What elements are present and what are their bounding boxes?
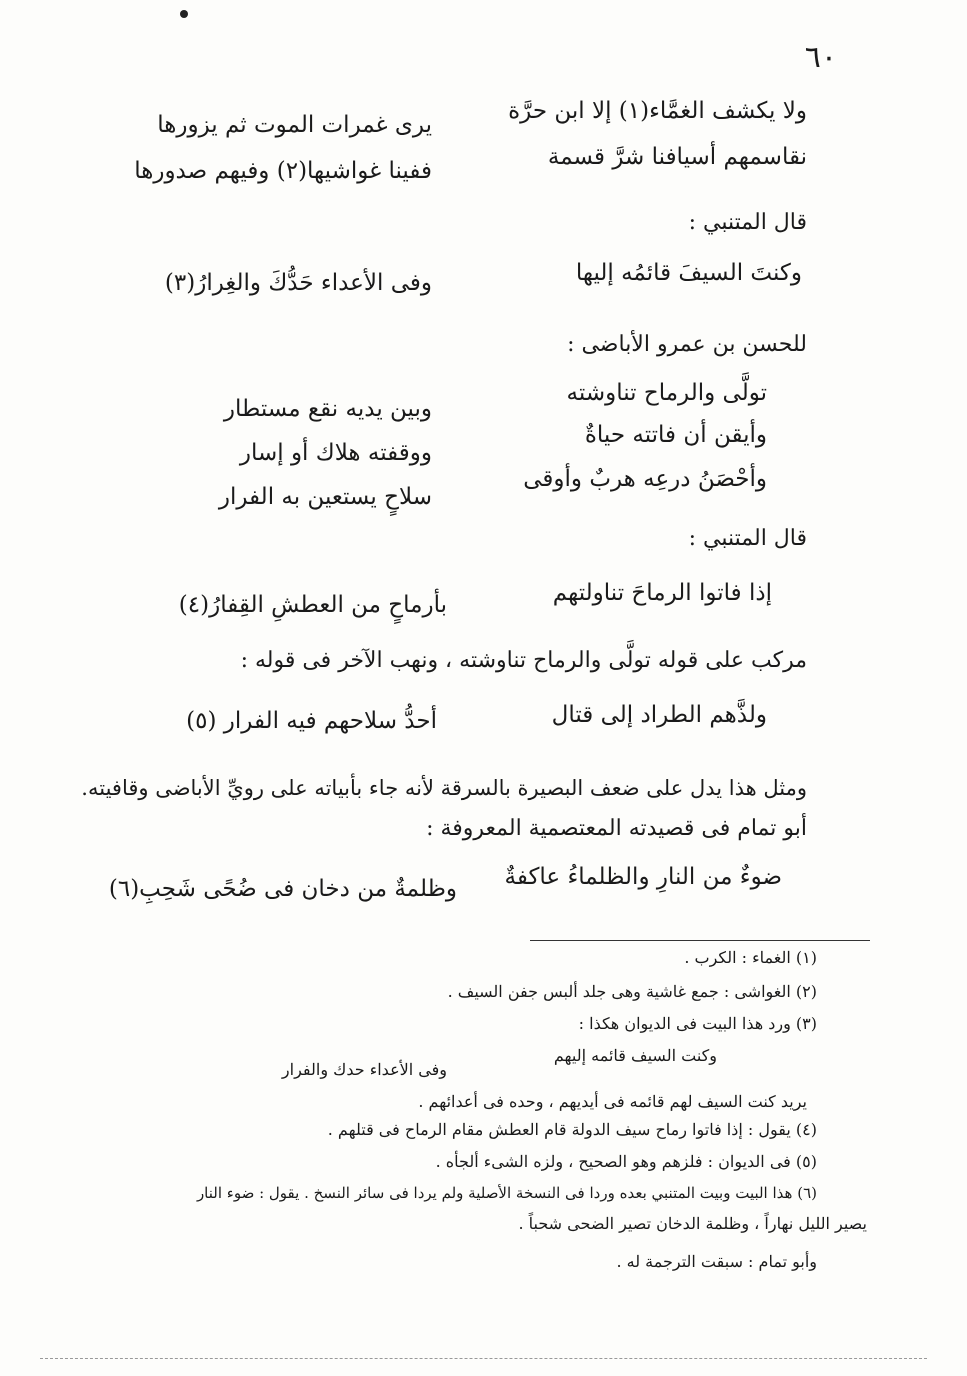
page-number: ٦٠ <box>804 40 837 75</box>
ink-mark <box>180 10 188 18</box>
verse-8-hemistich-a: ولذَّهم الطراد إلى قتال <box>551 702 767 728</box>
footnote-4: (٤) يقول : إذا فاتوا رماح سيف الدولة قام العطش مقام الرماح فى قتلهم . <box>327 1120 817 1139</box>
verse-8-hemistich-b: أحدُّ سلاحهم فيه الفرار (٥) <box>186 708 437 734</box>
verse-4-hemistich-a: تولَّى والرماح تناوشته <box>566 380 767 406</box>
verse-9-hemistich-b: وظلمةٌ من دخان فى ضُحًى شَحِبِ(٦) <box>108 876 457 902</box>
section-heading: قال المتنبي : <box>688 210 807 235</box>
section-heading: قال المتنبي : <box>688 526 807 551</box>
verse-5-hemistich-a: وأيقن أن فاتته حياةٌ <box>584 422 767 448</box>
footnote-6: (٦) هذا البيت وبيت المتنبي بعده وردا فى النسخة الأصلية ولم يردا فى سائر النسخ . يقول : ضوء النار <box>196 1184 817 1202</box>
prose-line: أبو تمام فى قصيدته المعتصمية المعروفة : <box>426 816 807 841</box>
verse-6-hemistich-a: وأحْصَنُ درعِه هربٌ وأوقى <box>523 466 767 492</box>
verse-3-hemistich-a: وكنتَ السيفَ قائمُه إليها <box>575 260 802 286</box>
footnote-3-verse-a: وكنت السيف قائمه إليهم <box>553 1046 717 1065</box>
prose-line: مركب على قوله تولَّى والرماح تناوشته ، ونهب الآخر فى قوله : <box>240 648 807 673</box>
verse-4-hemistich-b: وبين يديه نقع مستطار <box>223 396 432 422</box>
footnote-1: (١) الغماء : الكرب . <box>684 948 817 967</box>
footnote-3: (٣) ورد هذا البيت فى الديوان هكذا : <box>578 1014 817 1033</box>
prose-line: ومثل هذا يدل على ضعف البصيرة بالسرقة لأنه جاء بأبياته على رويِّ الأباضى وقافيته. <box>81 776 807 800</box>
footnote-3-verse-b: وفى الأعداء حدك والفرار <box>281 1060 447 1079</box>
verse-2-hemistich-a: نقاسمهم أسيافنا شرَّ قسمة <box>547 144 807 170</box>
verse-5-hemistich-b: ووقفته هلاك أو إسار <box>239 440 432 466</box>
footnote-3-continuation: يريد كنت السيف لهم قائمه فى أيديهم ، وحده فى أعدائهم . <box>418 1092 807 1111</box>
verse-1-hemistich-b: يرى غمرات الموت ثم يزورها <box>157 112 432 138</box>
verse-3-hemistich-b: وفى الأعداء حَدُّكَ والغِرارُ(٣) <box>164 270 432 296</box>
footnote-separator <box>530 940 870 941</box>
footnote-6-continuation: يصير الليل نهاراً ، وظلمة الدخان تصير الضحى شحباً . <box>518 1214 867 1233</box>
verse-7-hemistich-b: بأرماحٍ من العطشِ القِفارُ(٤) <box>178 592 447 618</box>
verse-9-hemistich-a: ضوءٌ من النارِ والظلماءُ عاكفةٌ <box>504 864 782 890</box>
verse-1-hemistich-a: ولا يكشف الغمَّاء(١) إلا ابن حرَّة <box>508 98 807 124</box>
footnote-5: (٥) فى الديوان : فلزهم وهو الصحيح ، ولزه الشىء ألجأه . <box>435 1152 817 1171</box>
footnote-2: (٢) الغواشى : جمع غاشية وهى جلد ألبس جفن السيف . <box>447 982 817 1001</box>
verse-6-hemistich-b: سلاحٍ يستعين به الفرار <box>218 484 432 510</box>
footnote-7: وأبو تمام : سبقت الترجمة له . <box>616 1252 817 1271</box>
page-edge-line <box>40 1358 927 1359</box>
verse-2-hemistich-b: ففينا غواشيها(٢) وفيهم صدورها <box>134 158 432 184</box>
section-heading: للحسن بن عمرو الأباضى : <box>567 332 807 357</box>
verse-7-hemistich-a: إذا فاتوا الرماحَ تناولتهم <box>552 580 772 606</box>
